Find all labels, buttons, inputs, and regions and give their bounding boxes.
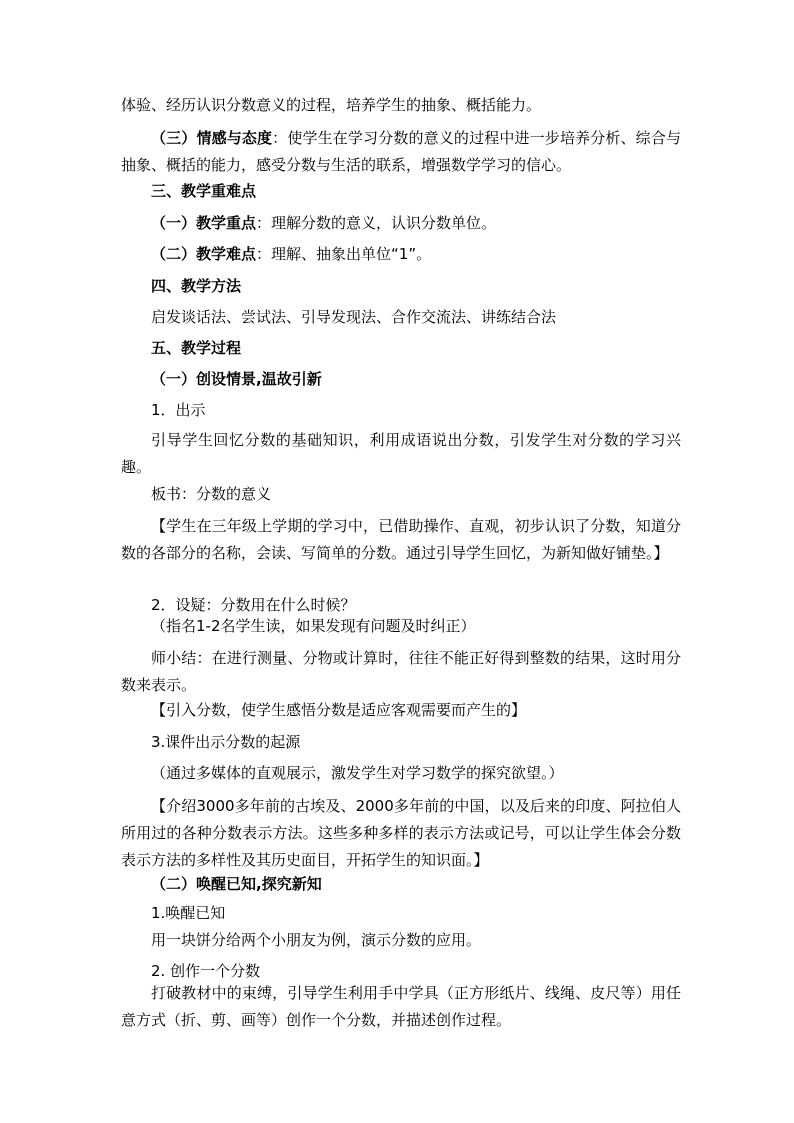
- paragraph-key-point: [151, 210, 711, 237]
- paragraph-note-3: 【介绍3000多年前的古埃及、2000多年前的中国，以及后来的印度、阿拉伯人所用过的各种分数表示方法。这些多种多样的表示方法或记号，可以让学生体会分数表示方法的多样性及其历史面目，开拓学生的知识面。】: [121, 797, 681, 869]
- paragraph-note-2: 【引入分数，使学生感悟分数是适应客观需要而产生的】: [151, 701, 527, 719]
- difficult-point-text: ：理解、抽象出单位“1”。: [256, 245, 432, 263]
- paragraph-multimedia: （通过多媒体的直观展示，激发学生对学习数学的探究欲望。）: [151, 764, 564, 782]
- heading-teaching-methods: 四、教学方法: [151, 277, 242, 295]
- step-show: 1．出示: [151, 401, 206, 419]
- difficult-point-label: （二）教学难点: [151, 245, 257, 263]
- step-awaken: 1.唤醒已知: [151, 904, 226, 922]
- attitude-text: ：使学生在学习分数的意义的过程中进一步培养分析、综合与抽象、概括的能力，感受分数与生活的联系，增强数学学习的信心。: [121, 129, 681, 174]
- paragraph-demo: 用一块饼分给两个小朋友为例，演示分数的应用。: [151, 931, 482, 949]
- step-create: 2. 创作一个分数: [151, 962, 261, 980]
- paragraph-review: 引导学生回忆分数的基础知识，利用成语说出分数，引发学生对分数的学习兴趣。: [121, 431, 681, 476]
- paragraph-read: （指名1-2名学生读，如果发现有问题及时纠正）: [151, 617, 476, 635]
- step-origin: 3.课件出示分数的起源: [151, 733, 301, 751]
- paragraph-methods: 启发谈话法、尝试法、引导发现法、合作交流法、讲练结合法: [151, 308, 557, 326]
- heading-key-points: 三、教学重难点: [151, 182, 257, 200]
- heading-section-1: （一）创设情景,温故引新: [151, 370, 322, 388]
- paragraph-goal-ability: 体验、经历认识分数意义的过程，培养学生的抽象、概括能力。: [121, 96, 542, 114]
- paragraph-summary: 师小结：在进行测量、分物或计算时，往往不能正好得到整数的结果，这时用分数来表示。: [121, 649, 681, 694]
- paragraph-attitude: [121, 125, 681, 179]
- key-point-text: ：理解分数的意义，认识分数单位。: [256, 214, 497, 232]
- paragraph-difficult-point: [151, 241, 711, 268]
- paragraph-create: 打破教材中的束缚，引导学生利用手中学具（正方形纸片、线绳、皮尺等）用任意方式（折、剪、画等）创作一个分数，并描述创作过程。: [121, 984, 681, 1029]
- paragraph-board-writing: 板书：分数的意义: [151, 485, 272, 503]
- heading-section-2: （二）唤醒已知,探究新知: [151, 875, 322, 893]
- step-question: 2．设疑：分数用在什么时候？: [151, 596, 356, 614]
- heading-teaching-process: 五、教学过程: [151, 339, 242, 357]
- attitude-label: （三）情感与态度: [151, 129, 273, 147]
- key-point-label: （一）教学重点: [151, 214, 257, 232]
- paragraph-note-1: 【学生在三年级上学期的学习中，已借助操作、直观，初步认识了分数，知道分数的各部分的名称，会读、写简单的分数。通过引导学生回忆，为新知做好铺垫。】: [121, 517, 681, 562]
